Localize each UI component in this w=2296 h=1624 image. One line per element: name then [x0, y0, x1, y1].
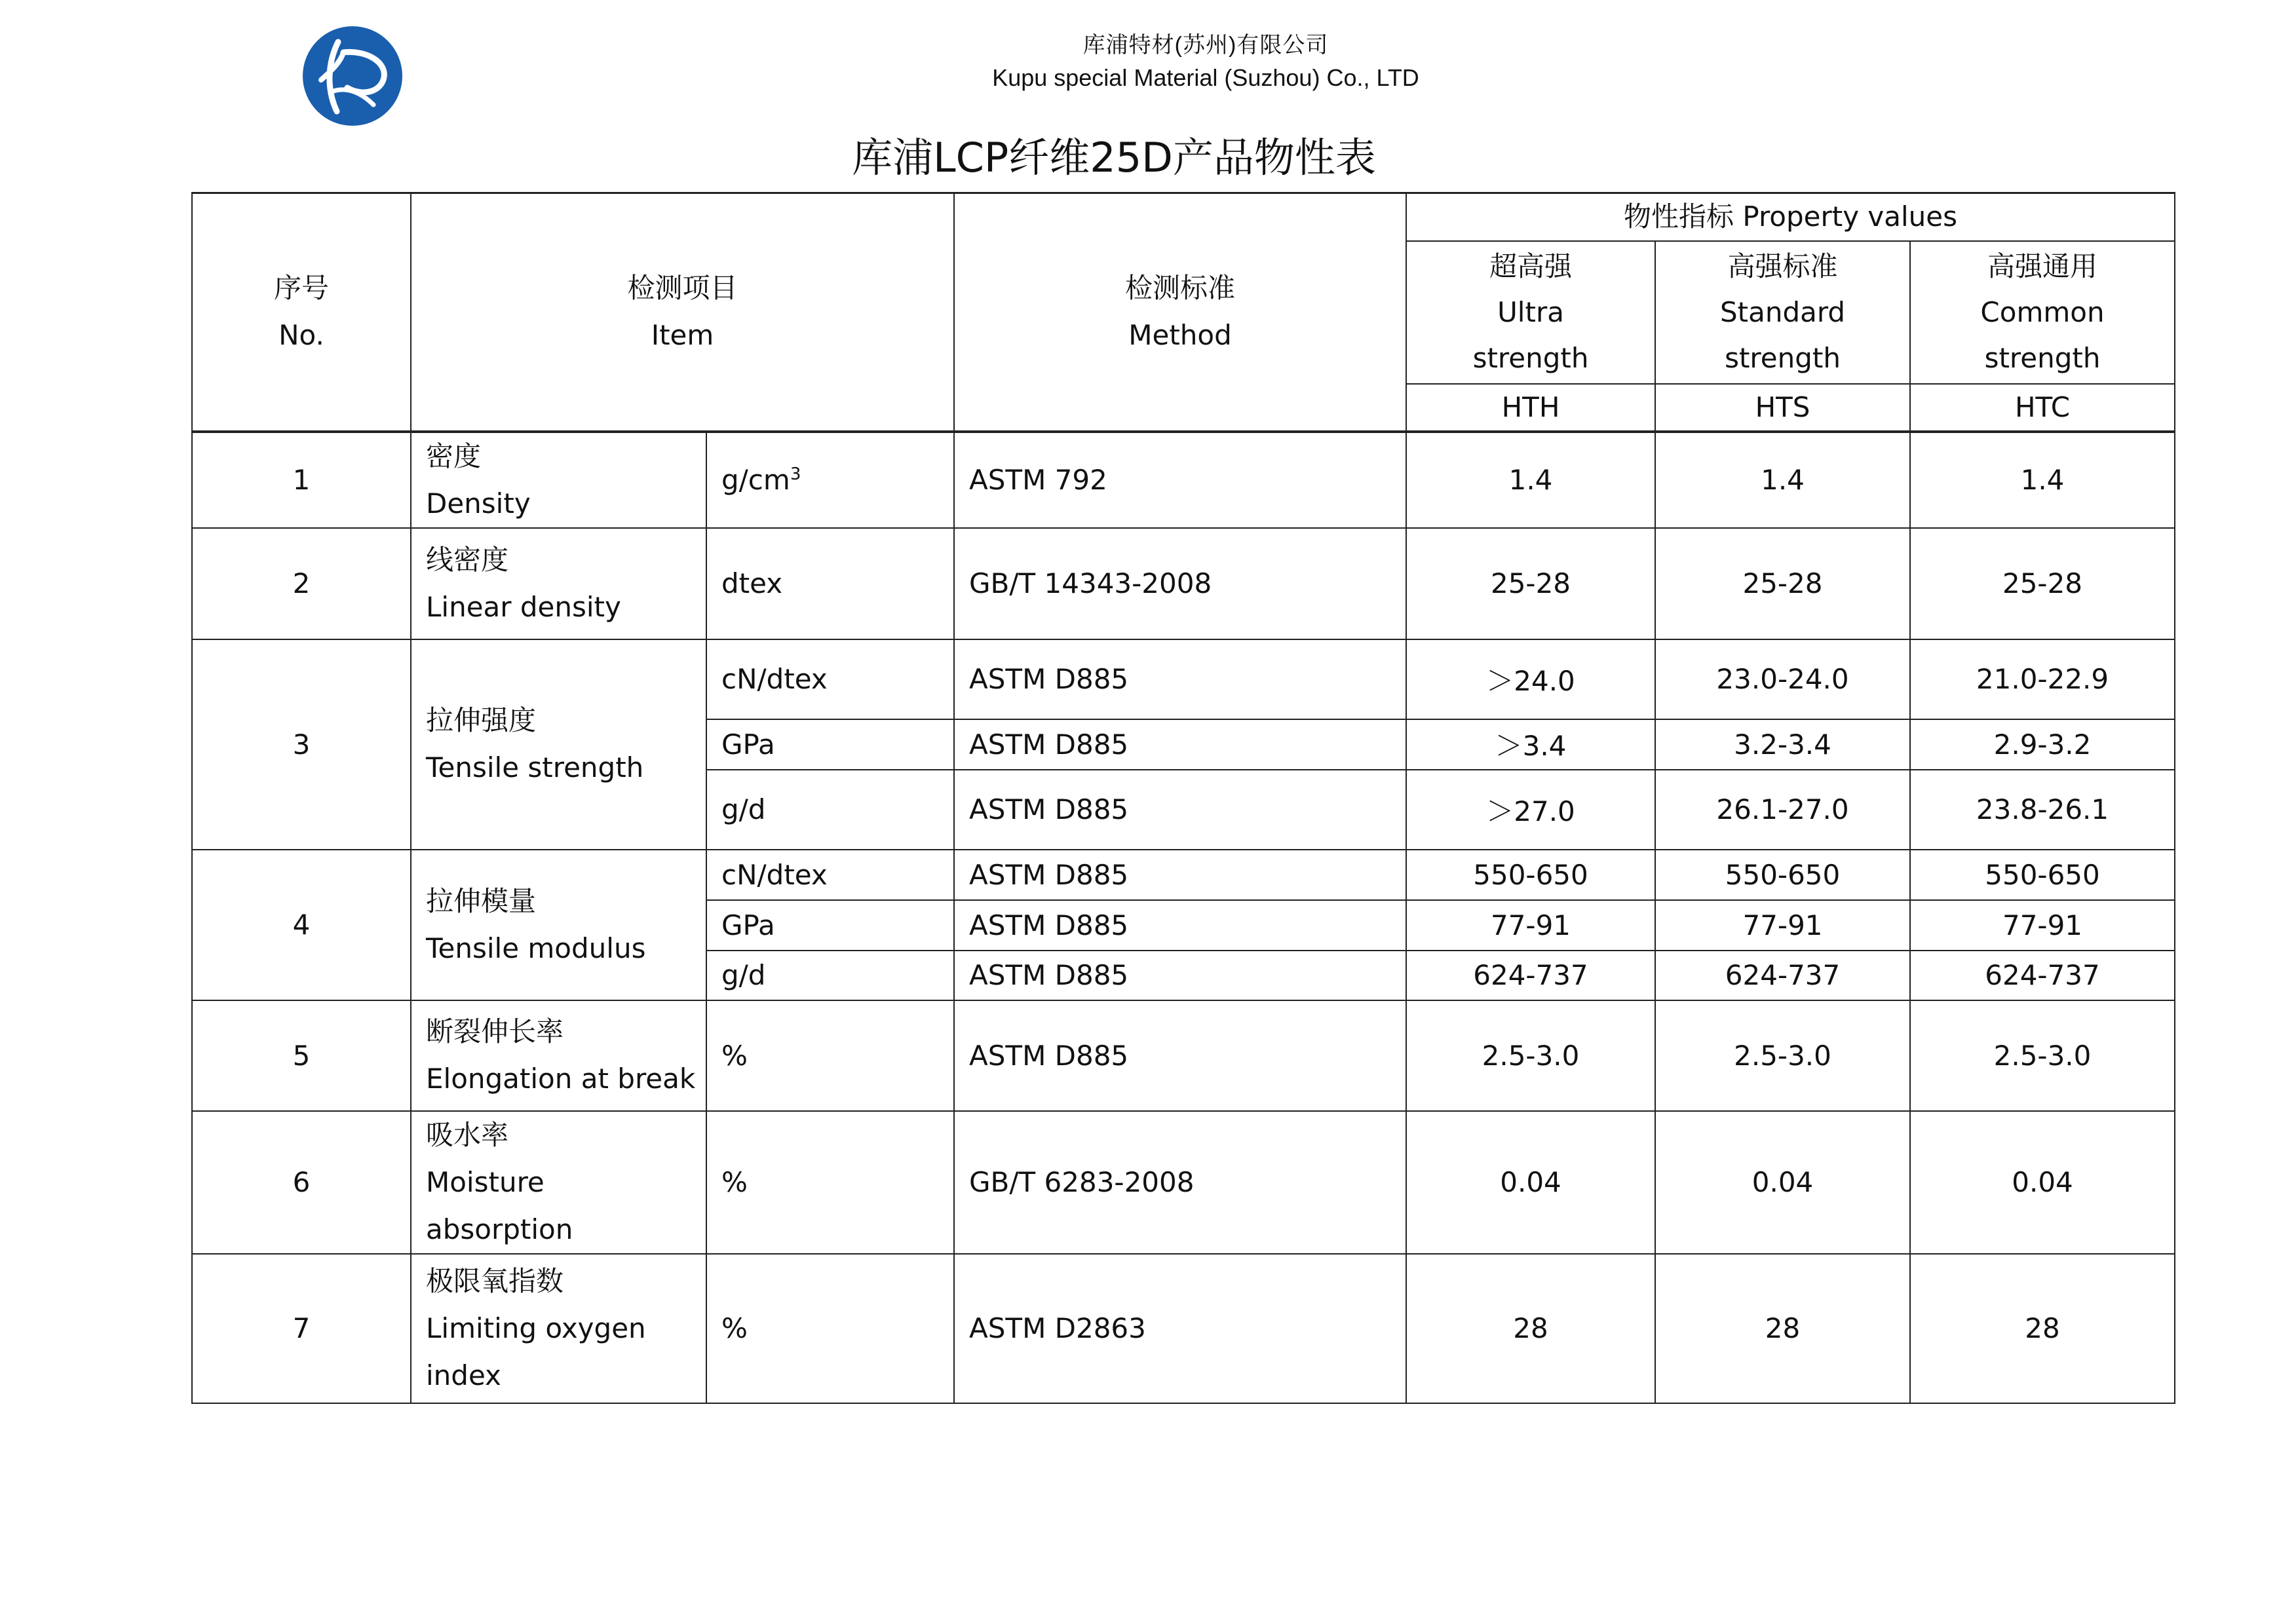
- company-name-en: Kupu special Material (Suzhou) Co., LTD: [992, 64, 1419, 91]
- value-hts: 3.2-3.4: [1734, 728, 1831, 761]
- row-number: 1: [292, 464, 311, 496]
- cell-method: [954, 951, 1406, 1000]
- grade-name-cn: 高强通用: [1987, 250, 2098, 282]
- table-row: [192, 850, 2175, 900]
- property-table: [191, 192, 2175, 1404]
- cell-item: [411, 1111, 706, 1254]
- cell-unit: [706, 528, 954, 639]
- header-code-hts: [1655, 384, 1910, 432]
- value-htc: 2.5-3.0: [1993, 1039, 2092, 1072]
- value-hth: 2.5-3.0: [1482, 1039, 1580, 1072]
- value-hts: 2.5-3.0: [1734, 1039, 1831, 1072]
- value-hth: 25-28: [1490, 567, 1571, 599]
- document-title: 库浦LCP纤维25D产品物性表: [852, 134, 1376, 181]
- cell-method: [954, 1000, 1406, 1111]
- cell-htc: [1910, 1254, 2175, 1403]
- value-hts: 25-28: [1742, 567, 1823, 599]
- logo-circle: [303, 26, 402, 126]
- method-text: ASTM D885: [969, 793, 1129, 825]
- item-name-cn: 极限氧指数: [426, 1264, 564, 1297]
- cell-item: [411, 1254, 706, 1403]
- cell-hts: [1655, 719, 1910, 770]
- cell-method: [954, 432, 1406, 528]
- grade-name-en-2: strength: [1984, 341, 2101, 374]
- grade-code: HTC: [2014, 390, 2071, 423]
- value-htc: 0.04: [2012, 1166, 2073, 1198]
- grade-name-en-1: Common: [1980, 295, 2105, 328]
- cell-hts: [1655, 900, 1910, 951]
- cell-hts: [1655, 1000, 1910, 1111]
- item-name-en: Moisture: [426, 1165, 545, 1198]
- value-htc: 2.9-3.2: [1993, 728, 2092, 761]
- cell-item: [411, 528, 706, 639]
- unit-text: GPa: [721, 909, 775, 941]
- cell-hth: [1406, 639, 1655, 719]
- row-number: 6: [292, 1166, 311, 1198]
- grade-code: HTH: [1501, 390, 1560, 423]
- unit-text: cN/dtex: [721, 663, 828, 695]
- cell-hts: [1655, 639, 1910, 719]
- value-htc: 624-737: [1985, 959, 2100, 991]
- cell-method: [954, 850, 1406, 900]
- cell-no: [192, 1254, 411, 1403]
- value-hts: 77-91: [1742, 909, 1823, 941]
- cell-no: [192, 1000, 411, 1111]
- table-row: [192, 528, 2175, 639]
- cell-method: [954, 528, 1406, 639]
- company-name-cn: 库浦特材(苏州)有限公司: [1082, 33, 1329, 58]
- unit-text: %: [721, 1039, 748, 1072]
- cell-htc: [1910, 1111, 2175, 1254]
- row-number: 2: [292, 567, 311, 599]
- method-text: ASTM 792: [969, 464, 1107, 496]
- value-hth: ＞3.4: [1495, 730, 1567, 762]
- cell-unit: [706, 432, 954, 528]
- cell-no: [192, 1111, 411, 1254]
- cell-hth: [1406, 850, 1655, 900]
- item-name-cn: 线密度: [426, 543, 509, 576]
- header-property-values: [1406, 193, 2175, 241]
- unit-superscript: 3: [790, 464, 801, 484]
- cell-item: [411, 850, 706, 1000]
- header-no-cn: 序号: [273, 272, 329, 305]
- grade-name-en-1: Ultra: [1497, 295, 1564, 328]
- cell-item: [411, 1000, 706, 1111]
- value-hts: 0.04: [1751, 1166, 1814, 1198]
- cell-unit: [706, 850, 954, 900]
- value-hth: 624-737: [1473, 959, 1588, 991]
- row-number: 3: [292, 728, 311, 761]
- cell-htc: [1910, 432, 2175, 528]
- grade-name-cn: 超高强: [1489, 250, 1573, 282]
- cell-htc: [1910, 639, 2175, 719]
- method-text: GB/T 6283-2008: [969, 1166, 1195, 1198]
- cell-hts: [1655, 1111, 1910, 1254]
- method-text: GB/T 14343-2008: [969, 567, 1212, 599]
- cell-no: [192, 528, 411, 639]
- cell-hth: [1406, 1111, 1655, 1254]
- value-hth: 550-650: [1473, 858, 1588, 891]
- item-name-en: Linear density: [426, 590, 621, 623]
- cell-unit: [706, 1254, 954, 1403]
- item-name-cn: 拉伸强度: [426, 704, 537, 736]
- cell-htc: [1910, 951, 2175, 1000]
- grade-name-en-1: Standard: [1719, 295, 1846, 328]
- method-text: ASTM D885: [969, 728, 1129, 761]
- item-name-en: Elongation at break: [426, 1063, 696, 1095]
- item-name-cn: 密度: [426, 440, 482, 472]
- grade-name-en-2: strength: [1472, 341, 1589, 374]
- header-row: [192, 193, 2175, 241]
- method-text: ASTM D885: [969, 1039, 1129, 1072]
- method-text: ASTM D885: [969, 663, 1129, 695]
- cell-hth: [1406, 1254, 1655, 1403]
- cell-unit: [706, 1000, 954, 1111]
- value-htc: 23.8-26.1: [1976, 793, 2109, 825]
- header-no: [192, 193, 411, 432]
- value-hts: 550-650: [1725, 858, 1841, 891]
- cell-no: [192, 850, 411, 1000]
- item-name-en: Limiting oxygen: [426, 1312, 646, 1344]
- grade-name-cn: 高强标准: [1727, 250, 1838, 282]
- header-item: [411, 193, 954, 432]
- grade-code: HTS: [1755, 390, 1810, 423]
- header-code-htc: [1910, 384, 2175, 432]
- cell-method: [954, 639, 1406, 719]
- header-property-values-label: 物性指标 Property values: [1624, 200, 1958, 233]
- company-header: [747, 29, 1664, 94]
- value-htc: 1.4: [2020, 464, 2065, 496]
- value-htc: 28: [2025, 1312, 2060, 1344]
- value-hts: 26.1-27.0: [1716, 793, 1849, 825]
- cell-method: [954, 900, 1406, 951]
- row-number: 5: [292, 1039, 311, 1072]
- cell-item: [411, 639, 706, 850]
- cell-htc: [1910, 1000, 2175, 1111]
- cell-no: [192, 639, 411, 850]
- item-name-cn: 吸水率: [426, 1118, 509, 1151]
- value-hts: 23.0-24.0: [1716, 663, 1849, 695]
- value-hth: 28: [1513, 1312, 1548, 1344]
- item-name-cn: 断裂伸长率: [426, 1015, 564, 1048]
- cell-unit: [706, 639, 954, 719]
- value-htc: 550-650: [1985, 858, 2100, 891]
- header-grade-hts: [1655, 241, 1910, 384]
- cell-hth: [1406, 951, 1655, 1000]
- cell-hts: [1655, 1254, 1910, 1403]
- value-hts: 28: [1765, 1312, 1801, 1344]
- unit-text: GPa: [721, 728, 775, 761]
- row-number: 4: [292, 909, 311, 941]
- cell-hts: [1655, 528, 1910, 639]
- value-hts: 1.4: [1761, 464, 1805, 496]
- value-hth: 1.4: [1508, 464, 1553, 496]
- method-text: ASTM D885: [969, 909, 1129, 941]
- cell-no: [192, 432, 411, 528]
- cell-method: [954, 770, 1406, 850]
- value-hth: ＞27.0: [1486, 795, 1575, 827]
- cell-hth: [1406, 770, 1655, 850]
- grade-name-en-2: strength: [1725, 341, 1841, 374]
- header-item-cn: 检测项目: [627, 272, 738, 305]
- cell-hts: [1655, 951, 1910, 1000]
- item-name-en: Density: [426, 487, 531, 519]
- cell-unit: [706, 951, 954, 1000]
- cell-unit: [706, 770, 954, 850]
- item-name-en-cont: index: [426, 1359, 501, 1391]
- cell-htc: [1910, 719, 2175, 770]
- cell-unit: [706, 900, 954, 951]
- cell-method: [954, 1254, 1406, 1403]
- unit-text: dtex: [721, 567, 783, 599]
- header-method: [954, 193, 1406, 432]
- table-row: [192, 1254, 2175, 1403]
- value-hth: 0.04: [1500, 1166, 1561, 1198]
- item-name-cn: 拉伸模量: [426, 884, 537, 917]
- cell-unit: [706, 1111, 954, 1254]
- unit-text: g/d: [721, 793, 766, 825]
- unit-text: %: [721, 1166, 748, 1198]
- table-row: [192, 1000, 2175, 1111]
- header-grade-hth: [1406, 241, 1655, 384]
- cell-htc: [1910, 528, 2175, 639]
- method-text: ASTM D885: [969, 959, 1129, 991]
- value-htc: 25-28: [2002, 567, 2083, 599]
- value-htc: 77-91: [2002, 909, 2083, 941]
- cell-method: [954, 719, 1406, 770]
- value-hts: 624-737: [1725, 959, 1841, 991]
- unit-text: g/cm: [721, 464, 790, 496]
- cell-htc: [1910, 850, 2175, 900]
- cell-item: [411, 432, 706, 528]
- unit-text: g/d: [721, 959, 766, 991]
- table-row: [192, 432, 2175, 528]
- method-text: ASTM D2863: [969, 1312, 1146, 1344]
- cell-hth: [1406, 900, 1655, 951]
- value-hth: 77-91: [1490, 909, 1571, 941]
- value-hth: ＞24.0: [1486, 664, 1575, 697]
- header-no-en: No.: [278, 319, 324, 352]
- header-method-en: Method: [1128, 319, 1232, 352]
- kupu-logo-icon: [300, 24, 405, 128]
- cell-htc: [1910, 770, 2175, 850]
- value-htc: 21.0-22.9: [1976, 663, 2109, 695]
- item-name-en: Tensile modulus: [426, 932, 646, 964]
- header-method-cn: 检测标准: [1125, 272, 1236, 305]
- header-item-en: Item: [651, 319, 714, 352]
- cell-hts: [1655, 770, 1910, 850]
- method-text: ASTM D885: [969, 858, 1129, 891]
- header-grade-htc: [1910, 241, 2175, 384]
- header-code-hth: [1406, 384, 1655, 432]
- cell-hth: [1406, 528, 1655, 639]
- cell-unit: [706, 719, 954, 770]
- unit-text: %: [721, 1312, 748, 1344]
- unit-text: cN/dtex: [721, 858, 828, 891]
- cell-hth: [1406, 1000, 1655, 1111]
- item-name-en: Tensile strength: [426, 751, 644, 784]
- cell-hts: [1655, 850, 1910, 900]
- cell-hth: [1406, 719, 1655, 770]
- cell-hts: [1655, 432, 1910, 528]
- cell-method: [954, 1111, 1406, 1254]
- table-row: [192, 1111, 2175, 1254]
- item-name-en-cont: absorption: [426, 1213, 573, 1245]
- table-row: [192, 639, 2175, 719]
- row-number: 7: [292, 1312, 311, 1344]
- cell-htc: [1910, 900, 2175, 951]
- cell-hth: [1406, 432, 1655, 528]
